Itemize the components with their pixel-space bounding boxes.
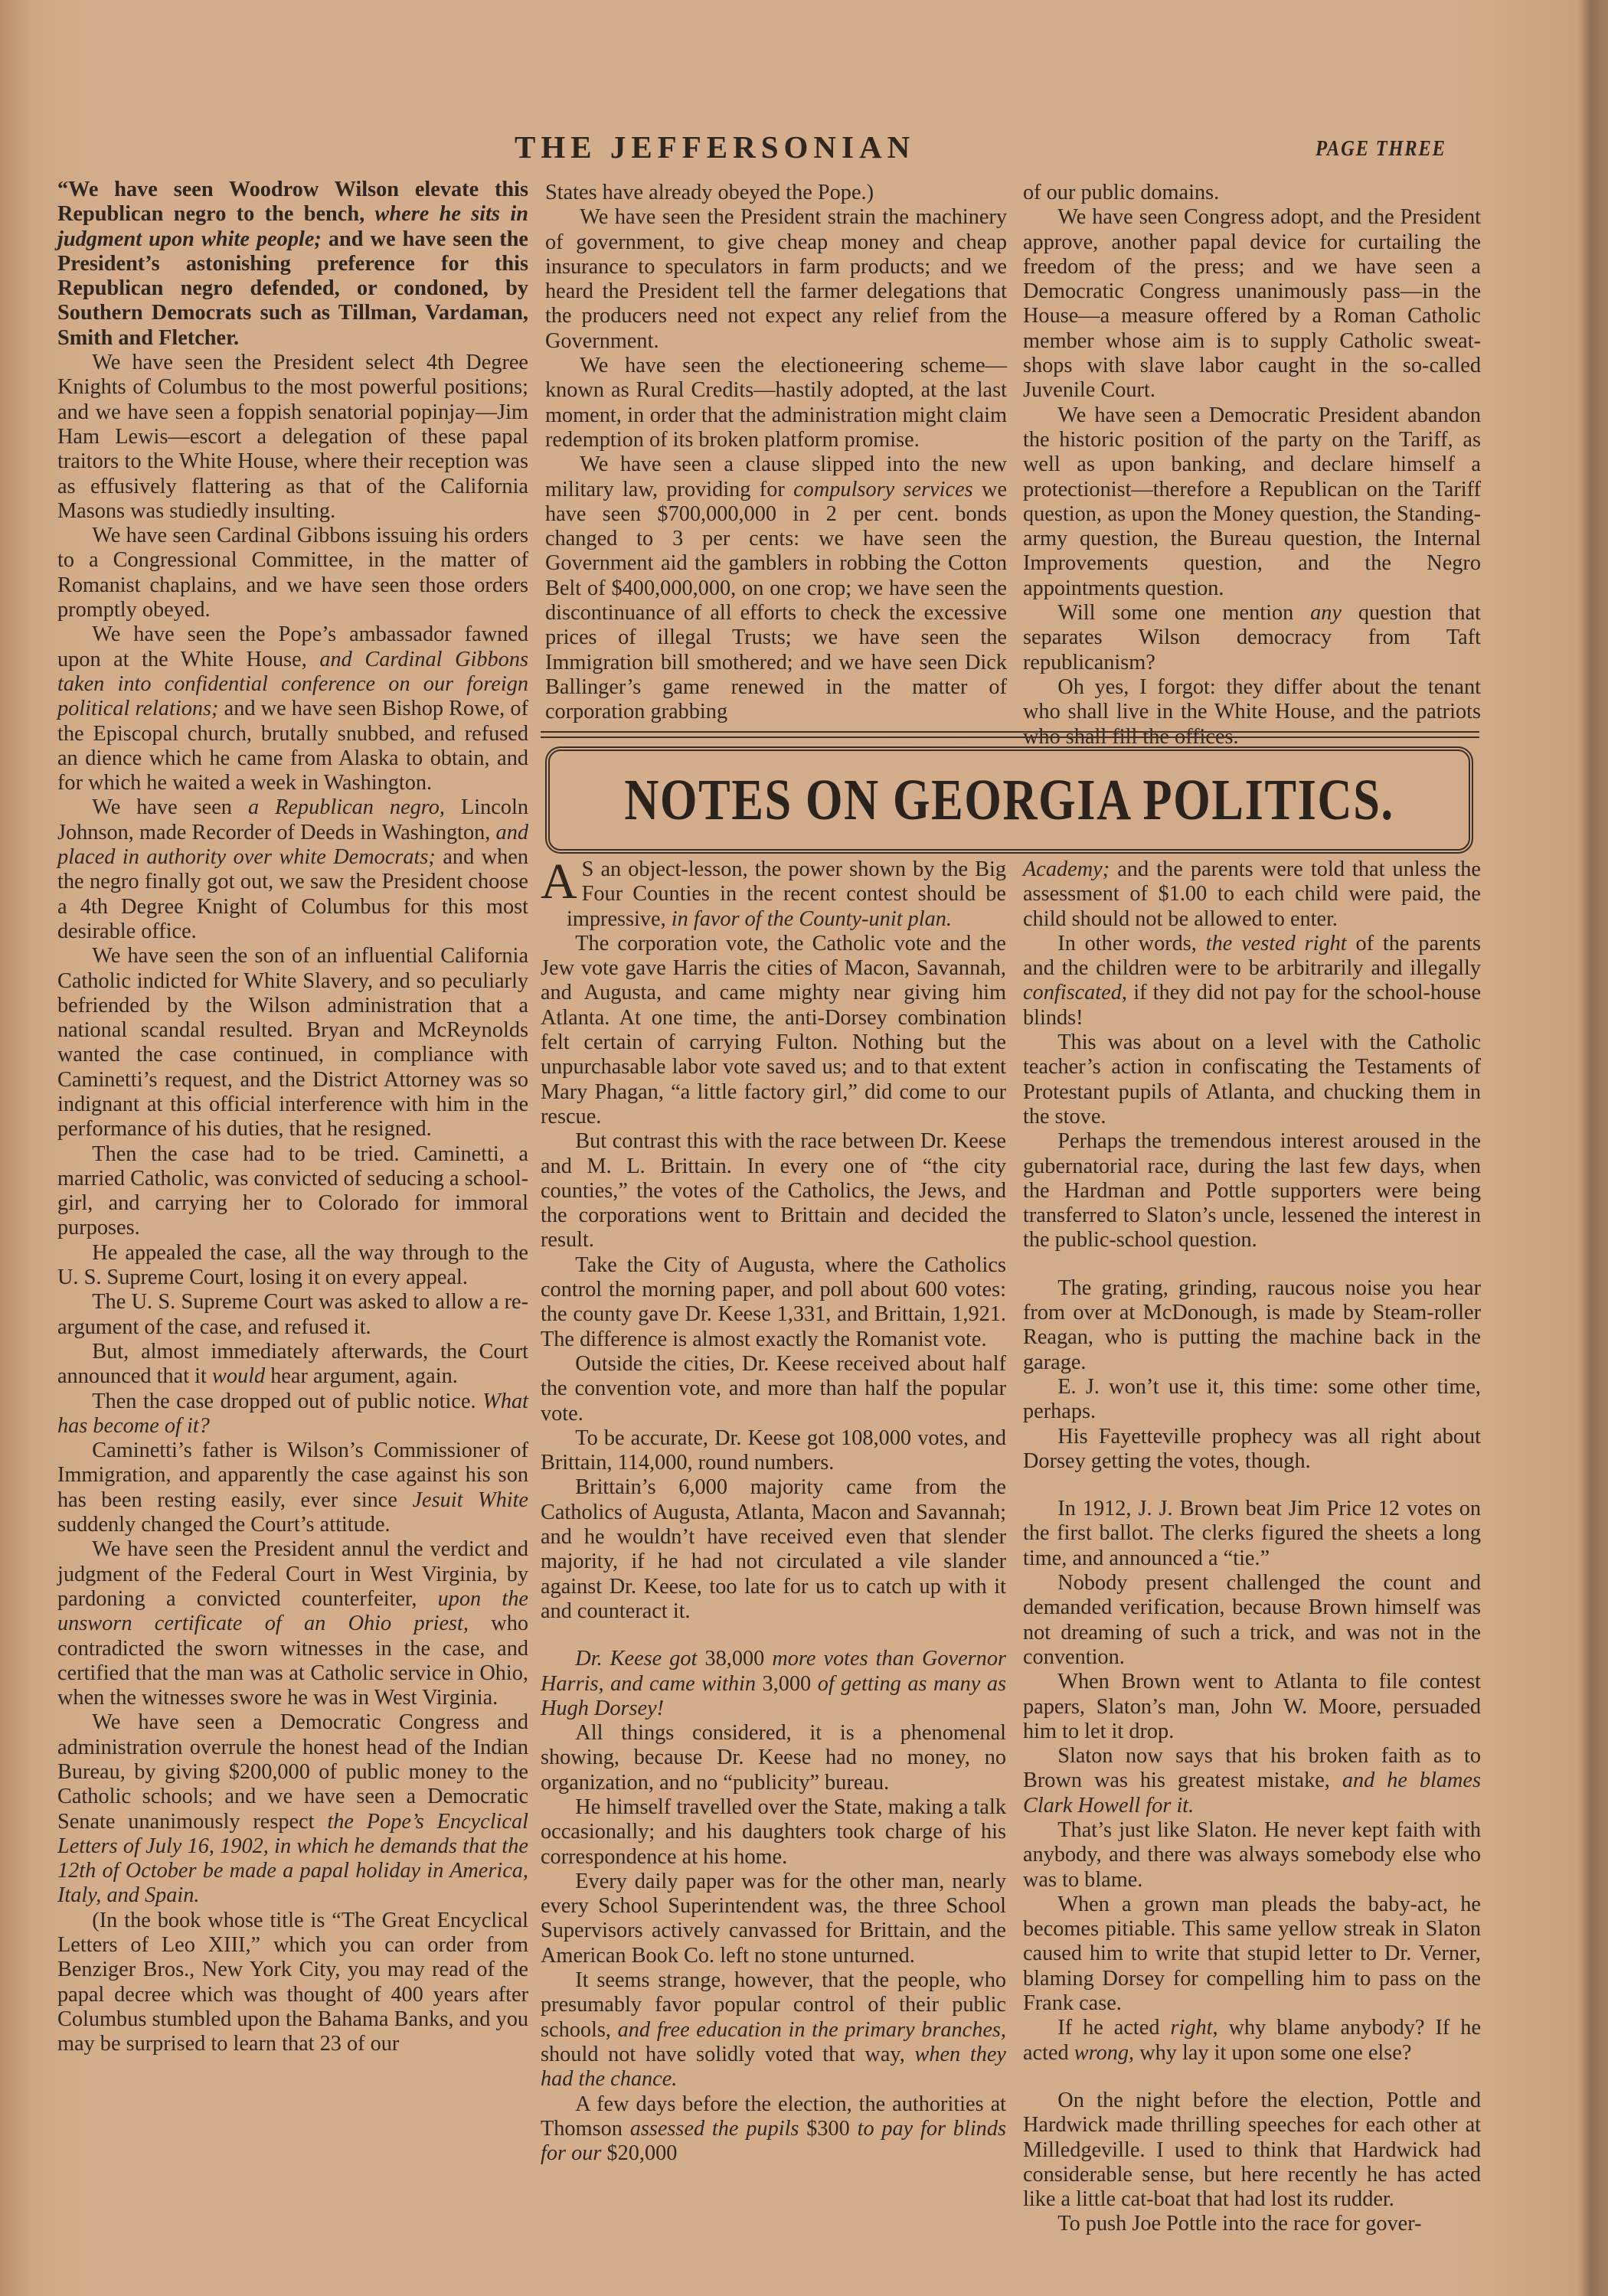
text-section bbox=[541, 854, 1006, 1624]
text-run: It seems strange, however, that the people, who presumably favor popular control of their public schools, bbox=[541, 1968, 1006, 2042]
text-run: Caminetti’s father is Wilson’s Commissioner of Immigration, and apparently the case against his son has been resting easily, ever since bbox=[57, 1439, 528, 1512]
text-section bbox=[1023, 181, 1481, 750]
text-section bbox=[1023, 2089, 1481, 2237]
text-run: hear argument, again. bbox=[265, 1364, 458, 1389]
paragraph bbox=[545, 205, 1007, 354]
text-run: The grating, grinding, raucous noise you hear from over at McDonough, is made by Steam-roller Reagan, who is putting the machine back in the garage. bbox=[1023, 1275, 1481, 1374]
paragraph bbox=[57, 1909, 528, 2057]
paragraph bbox=[1023, 857, 1481, 932]
paragraph bbox=[1023, 1425, 1481, 1475]
text-run: He appealed the case, all the way through to the U. S. Supreme Court, losing it on every appeal. bbox=[57, 1240, 528, 1290]
text-run: He himself travelled over the State, making a talk occasionally; and his daughters took charge of his correspondence at his home. bbox=[541, 1795, 1006, 1869]
paragraph bbox=[57, 351, 528, 524]
italic-text-run: upon the unsworn certificate of an Ohio priest, bbox=[57, 1586, 528, 1636]
paragraph bbox=[1023, 1571, 1481, 1670]
italic-text-run: and free education in the primary branches, bbox=[617, 2017, 1006, 2042]
italic-text-run: confiscated, bbox=[1023, 981, 1127, 1005]
text-section bbox=[1023, 1276, 1481, 1474]
paragraph bbox=[57, 1439, 528, 1537]
drop-cap: A bbox=[541, 854, 577, 910]
italic-text-run: when they had the chance. bbox=[541, 2042, 1006, 2092]
text-run: We have seen the President select 4th Degree Knights of Columbus to the most powerful positions; and we have seen a foppish senatorial popinjay—Jim Ham Lewis—escort a delegation of these papal traitors to the White House, where their reception was as effusively flattering as that of the California Masons was studiedly insulting. bbox=[57, 351, 528, 523]
text-run: Will some one mention bbox=[1057, 601, 1311, 625]
article-column-1 bbox=[57, 178, 528, 2057]
paragraph bbox=[57, 944, 528, 1141]
paragraph bbox=[57, 1537, 528, 1710]
article-column-3-continued bbox=[1023, 181, 1481, 750]
text-run: We have seen the electioneering scheme—known as Rural Credits—hastily adopted, at the last moment, in order that the administration might claim redemption of its broken platform promise. bbox=[545, 354, 1007, 452]
text-run: To push Joe Pottle into the race for gover- bbox=[1057, 2212, 1422, 2236]
italic-text-run: and he blames Clark Howell for it. bbox=[1023, 1769, 1481, 1818]
italic-text-run: would bbox=[211, 1364, 266, 1389]
italic-text-run: in favor of the County-unit plan. bbox=[671, 906, 953, 931]
text-run: But, almost immediately afterwards, the Court announced that it bbox=[57, 1339, 528, 1389]
paragraph bbox=[541, 1129, 1006, 1253]
article-column-2-continued bbox=[545, 181, 1007, 725]
paragraph bbox=[57, 524, 528, 622]
italic-text-run: to pay for blinds for our bbox=[541, 2116, 1006, 2166]
text-run: $300 bbox=[799, 2116, 858, 2141]
text-run: of the parents and the children were to be arbitrarily and illegally bbox=[1023, 931, 1482, 981]
paragraph bbox=[1023, 2016, 1481, 2066]
paragraph bbox=[1023, 1818, 1481, 1893]
text-run: Every daily paper was for the other man, nearly every School Superintendent was, the three School Supervisors actively canvassed for Brittain, and the American Book Co. left no stone unturned. bbox=[541, 1869, 1006, 1968]
paragraph bbox=[541, 932, 1006, 1129]
text-run: suddenly changed the Court’s attitude. bbox=[57, 1513, 391, 1537]
text-run: His Fayetteville prophecy was all right about Dorsey getting the votes, though. bbox=[1023, 1424, 1481, 1473]
text-run: question that separates Wilson democracy from Taft republicanism? bbox=[1023, 601, 1481, 674]
text-run: Take the City of Augusta, where the Catholics control the morning paper, and poll about 600 votes: the county gave Dr. Keese 1,331, and Brittain, 1,921. The difference is almost exactly the Romanist vote. bbox=[541, 1253, 1006, 1351]
paragraph bbox=[541, 1426, 1006, 1476]
text-run: Slaton now says that his broken faith as to Brown was his greatest mistake, bbox=[1023, 1744, 1481, 1793]
bold-text-run: and we have seen the President’s astonishing preference for this Republican negro defended, or condoned, by Southern Democrats such as Tillman, Vardaman, Smith and Fletcher. bbox=[57, 227, 528, 350]
text-run: Nobody present challenged the count and demanded verification, because Brown himself was not dreaming of such a trick, and was not in the convention. bbox=[1023, 1571, 1481, 1669]
paragraph bbox=[57, 1390, 528, 1439]
text-run: But contrast this with the race between Dr. Keese and M. L. Brittain. In every one of “the city counties,” the votes of the Catholics, the Jews, and the corporations went to Brittain and decided the result. bbox=[541, 1129, 1006, 1253]
text-run: 3,000 bbox=[756, 1671, 818, 1696]
italic-text-run: Dr. Keese got bbox=[575, 1647, 698, 1671]
text-run: who contradicted the sworn witnesses in the case, and certified that the man was at Catholic service in Ohio, when the witnesses swore he was in West Virginia. bbox=[57, 1612, 528, 1710]
text-run: and the parents were told that unless the assessment of $1.00 to each child were paid, the child should not be allowed to enter. bbox=[1023, 857, 1481, 931]
paragraph bbox=[541, 854, 1006, 932]
text-run: E. J. won’t use it, this time: some other time, perhaps. bbox=[1023, 1374, 1481, 1424]
paragraph bbox=[541, 1870, 1006, 1968]
paragraph bbox=[541, 1475, 1006, 1624]
text-run: and we have seen Bishop Rowe, of the Episcopal church, brutally snubbed, and refused an dience which he came from Alaska to obtain, and for which he waited a week in Washington. bbox=[57, 697, 528, 795]
text-run: We have seen the son of an influential California Catholic indicted for White Slavery, and so peculiarly befriended by the Wilson administration that a national scandal resulted. Bryan and McReynolds wanted the case continued, in compliance with Caminetti’s request, and the District Attorney was so indignant at this official interference with him in the performance of his duties, that he resigned. bbox=[57, 944, 528, 1141]
text-section bbox=[57, 178, 528, 2057]
text-run: We have seen a Democratic Congress and administration overrule the honest head of the Indian Bureau, by giving $200,000 of public money to the Catholic schools; and we have seen a Democratic Senate unanimously respect bbox=[57, 1710, 528, 1834]
paragraph bbox=[57, 1241, 528, 1291]
paragraph bbox=[1023, 1129, 1481, 1253]
paragraph bbox=[57, 622, 528, 795]
text-run: We have seen a Democratic President abandon the historic position of the party on the Tariff, as well as upon banking, and declare himself a protectionist—therefore a Republican on the Tariff question, as upon the Money question, the Standing-army question, the Bureau question, the Internal Improvements question, and the Negro appointments question. bbox=[1023, 403, 1481, 600]
paragraph bbox=[1023, 1744, 1481, 1818]
paragraph bbox=[1023, 1276, 1481, 1375]
text-run: This was about on a level with the Catholic teacher’s action in confiscating the Testaments of Protestant pupils of Atlanta, and chucking them in the stove. bbox=[1023, 1030, 1481, 1128]
text-run: On the night before the election, Pottle and Hardwick made thrilling speeches for each other at Milledgeville. I used to think that Hardwick had considerable sense, but here recently he has acted like a little cat-boat that had lost its rudder. bbox=[1023, 2088, 1481, 2212]
italic-text-run: a Republican negro, bbox=[247, 795, 445, 820]
headline-box bbox=[545, 746, 1473, 854]
text-run: That’s just like Slaton. He never kept faith with anybody, and there was always somebody else who was to blame. bbox=[1023, 1818, 1481, 1892]
text-run: why blame anybody? If he acted bbox=[1023, 2016, 1482, 2065]
italic-text-run: Jesuit White bbox=[412, 1488, 528, 1512]
paragraph bbox=[1023, 932, 1481, 1030]
paragraph bbox=[57, 795, 528, 944]
text-section bbox=[1023, 1497, 1481, 2066]
bold-text-run: “We have seen Woodrow Wilson elevate this Republican negro to the bench, bbox=[57, 178, 528, 227]
paragraph bbox=[57, 1290, 528, 1340]
text-run: (In the book whose title is “The Great Encyclical Letters of Leo XIII,” which you can order from Benziger Bros., New York City, you may read of the papal decree which was thought of 400 years after Columbus stumbled upon the Bahama Banks, and you may be surprised to learn that 23 of our bbox=[57, 1908, 528, 2056]
paragraph bbox=[1023, 2089, 1481, 2212]
paragraph bbox=[57, 1142, 528, 1241]
text-run: The corporation vote, the Catholic vote and the Jew vote gave Harris the cities of Macon, Savannah, and Augusta, and came mighty near giving him Atlanta. At one time, the anti-Dorsey combination felt certain of carrying Fulton. Nothing but the unpurchasable labor vote saved us; and to that extent Mary Phagan, “a little factory girl,” did come to our rescue. bbox=[541, 931, 1006, 1128]
paragraph bbox=[545, 181, 1007, 205]
paragraph bbox=[541, 1721, 1006, 1795]
paragraph bbox=[1023, 205, 1481, 403]
text-run: To be accurate, Dr. Keese got 108,000 votes, and Brittain, 114,000, round numbers. bbox=[541, 1426, 1006, 1475]
text-run: of our public domains. bbox=[1023, 181, 1220, 204]
text-run: We have seen the Pope’s ambassador fawned upon at the White House, bbox=[57, 622, 528, 671]
paragraph bbox=[1023, 1893, 1481, 2016]
text-run: In 1912, J. J. Brown beat Jim Price 12 votes on the first ballot. The clerks figured the sheets a long time, and announced a “tie.” bbox=[1023, 1497, 1481, 1570]
text-section bbox=[545, 181, 1007, 725]
text-run: Then the case dropped out of public notice. bbox=[92, 1389, 483, 1413]
italic-text-run: of getting as many as Hugh Dorsey! bbox=[541, 1671, 1006, 1720]
italic-text-run: What has become of it? bbox=[57, 1389, 528, 1438]
paragraph bbox=[1023, 403, 1481, 601]
text-run: Lincoln Johnson, made Recorder of Deeds in Washington, bbox=[57, 795, 528, 844]
text-run: Oh yes, I forgot: they differ about the tenant who shall live in the White House, and the patriots who shall fill the offices. bbox=[1023, 674, 1481, 749]
paragraph bbox=[545, 452, 1007, 724]
paragraph bbox=[1023, 2212, 1481, 2236]
text-run: $20,000 bbox=[601, 2141, 678, 2166]
text-run: We have seen Cardinal Gibbons issuing his orders to a Congressional Committee, in the matter of Romanist chaplains, and we have seen those orders promptly obeyed. bbox=[57, 524, 528, 622]
italic-text-run: Academy; bbox=[1023, 857, 1110, 881]
italic-text-run: compulsory services bbox=[793, 477, 973, 501]
italic-text-run: and placed in authority over white Democrats; bbox=[57, 820, 528, 870]
text-run: Outside the cities, Dr. Keese received about half the convention vote, and more than half the popular vote. bbox=[541, 1351, 1006, 1426]
text-run: When a grown man pleads the baby-act, he becomes pitiable. This same yellow streak in Slaton caused him to write that stupid letter to Dr. Verner, blaming Dorsey for compelling him to pass on the Frank case. bbox=[1023, 1892, 1481, 2016]
text-run: and when the negro finally got out, we saw the President choose a 4th Degree Knight of Columbus for this most desirable office. bbox=[57, 845, 528, 943]
text-run: Brittain’s 6,000 majority came from the Catholics of Augusta, Atlanta, Macon and Savannah; and he wouldn’t have received even that slender majority, if he had not circulated a vile slander against Dr. Keese, too late for us to catch up with it and counteract it. bbox=[541, 1475, 1006, 1623]
paragraph bbox=[545, 354, 1007, 452]
text-run: We have seen Congress adopt, and the President approve, another papal device for curtailing the freedom of the press; and we have seen a Democratic Congress unanimously pass—in the House—a measure offered by a Roman Catholic member whose aim is to supply Catholic sweat-shops with slave labor caught in the so-called Juvenile Court. bbox=[1023, 205, 1481, 403]
text-run: In other words, bbox=[1057, 931, 1206, 955]
text-run: We have seen the President strain the machinery of government, to give cheap money and cheap insurance to speculators in farm products; and we heard the President tell the farmer delegations that the producers need not expect any relief from the Government. bbox=[545, 205, 1007, 353]
paragraph bbox=[57, 1340, 528, 1390]
text-run: why lay it upon some one else? bbox=[1134, 2040, 1412, 2065]
paragraph bbox=[1023, 181, 1481, 205]
italic-text-run: any bbox=[1310, 601, 1342, 625]
page-number: PAGE THREE bbox=[1315, 136, 1446, 161]
text-run: We have seen a clause slipped into the new military law, providing for bbox=[545, 452, 1007, 501]
text-run: When Brown went to Atlanta to file contest papers, Slaton’s man, John W. Moore, persuaded him to let it drop. bbox=[1023, 1670, 1481, 1743]
paragraph bbox=[57, 178, 528, 351]
text-run: If he acted bbox=[1057, 2016, 1171, 2040]
paragraph bbox=[1023, 675, 1481, 750]
paragraph bbox=[541, 1795, 1006, 1870]
masthead-title: THE JEFFERSONIAN bbox=[515, 129, 916, 165]
italic-text-run: wrong, bbox=[1074, 2040, 1135, 2065]
paragraph bbox=[1023, 1030, 1481, 1129]
text-run: Then the case had to be tried. Caminetti, a married Catholic, was convicted of seducing a school-girl, and carrying her to Colorado for immoral purposes. bbox=[57, 1141, 528, 1240]
headline: NOTES ON GEORGIA POLITICS. bbox=[624, 767, 1394, 832]
text-run: The U. S. Supreme Court was asked to allow a re-argument of the case, and refused it. bbox=[57, 1290, 528, 1339]
paragraph bbox=[541, 1352, 1006, 1426]
italic-text-run: more votes than Governor Harris, and came within bbox=[541, 1647, 1006, 1696]
text-run: if they did not pay for the school-house blinds! bbox=[1023, 981, 1481, 1030]
text-run: States have already obeyed the Pope.) bbox=[545, 181, 874, 204]
paragraph bbox=[1023, 601, 1481, 675]
text-run: We have seen bbox=[92, 795, 248, 820]
italic-text-run: right, bbox=[1170, 2016, 1218, 2040]
paragraph bbox=[1023, 1670, 1481, 1744]
paragraph bbox=[1023, 1375, 1481, 1425]
italic-text-run: and Cardinal Gibbons taken into confidential conference on our foreign political relations; bbox=[57, 647, 528, 721]
paragraph bbox=[1023, 1497, 1481, 1571]
georgia-politics-column-1 bbox=[541, 854, 1006, 2166]
text-run: A few days before the election, the authorities at Thomson bbox=[541, 2092, 1006, 2141]
text-section bbox=[541, 1647, 1006, 2166]
text-run: 38,000 bbox=[697, 1647, 773, 1671]
paragraph bbox=[57, 1710, 528, 1908]
georgia-politics-column-2 bbox=[1023, 857, 1481, 2237]
paragraph bbox=[541, 1968, 1006, 2092]
text-run: S an object-lesson, the power shown by the Big Four Counties in the recent contest should be impressive, bbox=[567, 857, 1006, 931]
double-rule-divider bbox=[541, 731, 1479, 738]
text-run: We have seen the President annul the verdict and judgment of the Federal Court in West Virginia, by pardoning a convicted counterfeiter, bbox=[57, 1537, 528, 1611]
text-run: Perhaps the tremendous interest aroused in the gubernatorial race, during the last few days, when the Hardman and Pottle supporters were being transferred to Slaton’s uncle, lessened the interest in the public-school question. bbox=[1023, 1129, 1481, 1253]
paragraph bbox=[541, 1253, 1006, 1352]
text-run: we have seen $700,000,000 in 2 per cent. bonds changed to 3 per cents: we have seen the Government aid the gamblers in robbing the Cotton Belt of $400,000,000, on one crop; we have seen the discontinuance of all efforts to check the excessive prices of illegal Trusts; we have seen the Immigration bill smothered; and we have seen Dick Ballinger’s game renewed in the matter of corporation grabbing bbox=[545, 477, 1008, 724]
text-section bbox=[1023, 857, 1481, 1253]
italic-text-run: the Pope’s Encyclical Letters of July 16, 1902, in which he demands that the 12th of October be made a papal holiday in America, Italy, and Spain. bbox=[57, 1809, 528, 1908]
italic-text-run: the vested right bbox=[1205, 931, 1347, 955]
paragraph bbox=[541, 1647, 1006, 1721]
paragraph bbox=[541, 2092, 1006, 2167]
text-run: All things considered, it is a phenomenal showing, because Dr. Keese had no money, no organization, and no “publicity” bureau. bbox=[541, 1721, 1006, 1795]
italic-text-run: assessed the pupils bbox=[629, 2116, 799, 2141]
text-run: should not have solidly voted that way, bbox=[541, 2042, 915, 2066]
bold-text-run: where he sits in judgment upon white people; bbox=[57, 202, 529, 251]
